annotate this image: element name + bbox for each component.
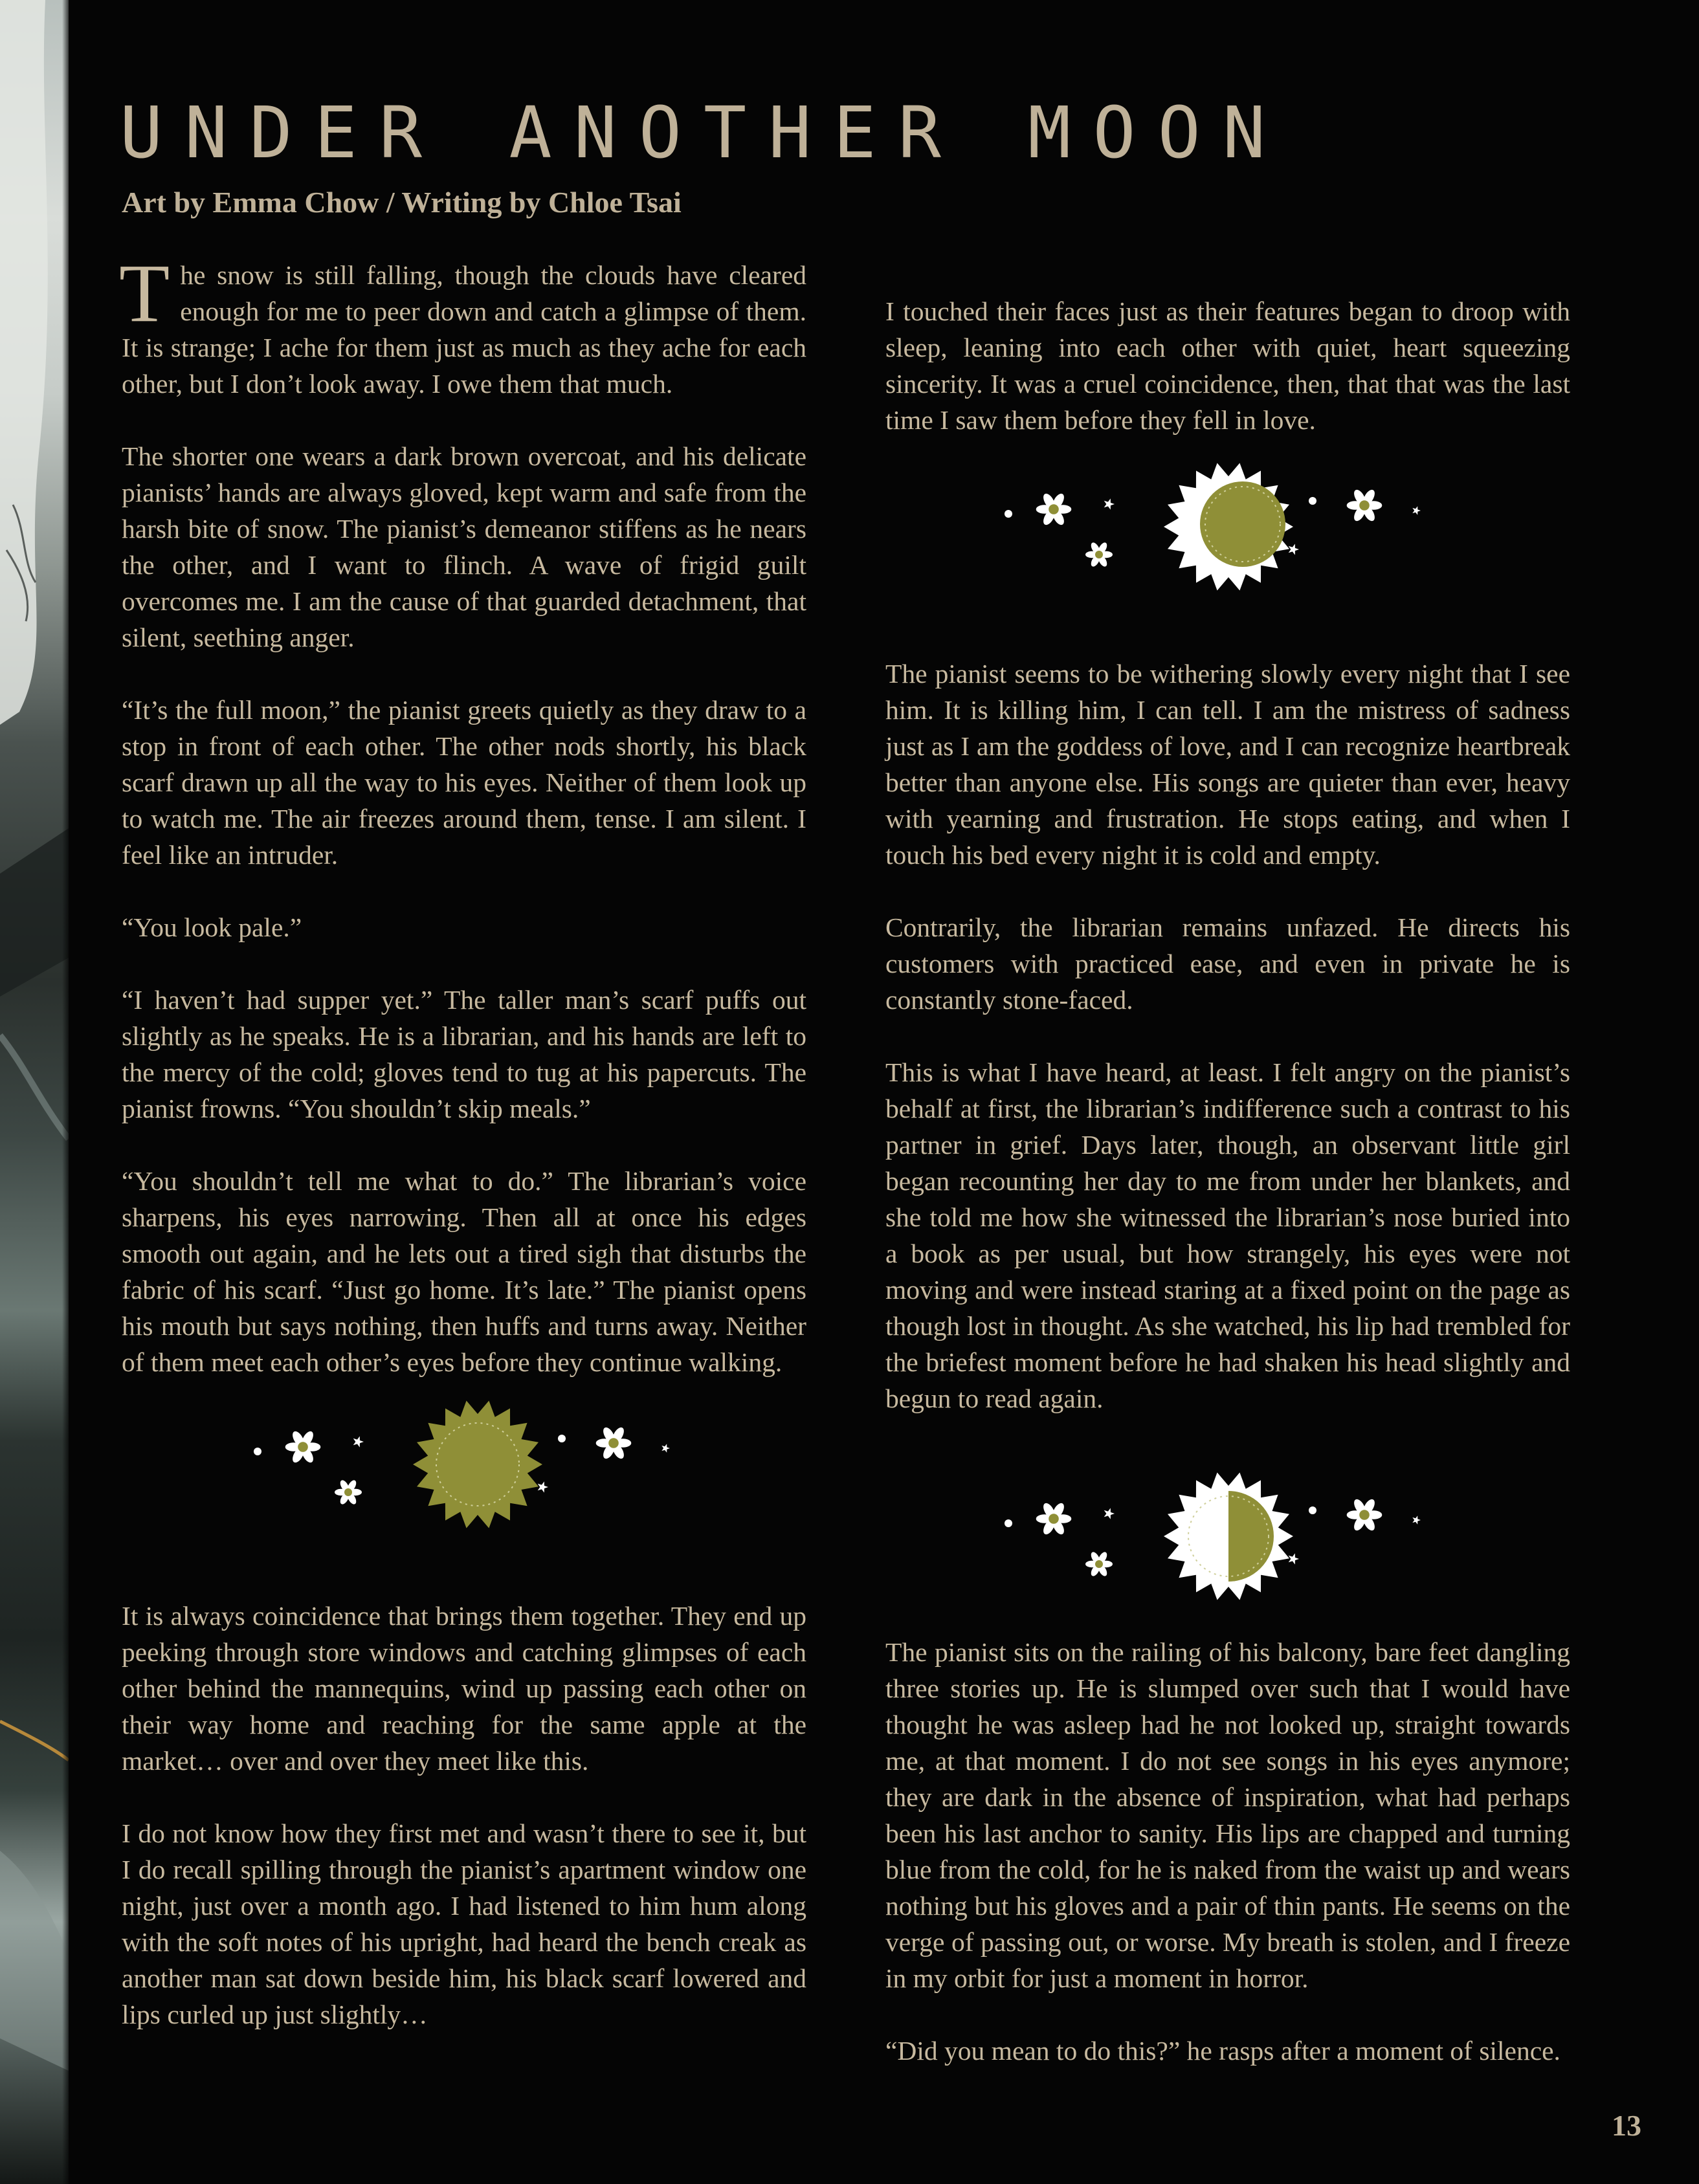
full-moon-ornament-icon [251, 1390, 704, 1545]
star-flower-icon [285, 1429, 321, 1464]
paragraph: It is always coincidence that brings them together. They end up peeking through store windows and catching glimpses of each other behind the mannequins, wind up passing each other on their way home and reaching for the same apple at the market… over and over they meet like this. [122, 1601, 806, 1776]
small-star-icon [353, 1436, 364, 1447]
ornament-block [122, 1380, 806, 1598]
paragraph: Contrarily, the librarian remains unfazed. He directs his customers with practiced ease, and even in private he is constantly stone-faced. [885, 912, 1570, 1015]
ornament-block [885, 438, 1570, 656]
dot-star-icon [558, 1435, 566, 1442]
paragraph: The shorter one wears a dark brown overcoat, and his delicate pianists’ hands are always gloved, kept warm and safe from the harsh bite of snow. The pianist’s demeanor stiffens as he nears the other, and I want to flinch. A wave of frigid guilt overcomes me. I am the cause of that guarded detachment, that silent, seething anger. [122, 441, 806, 652]
small-star-icon [1289, 544, 1299, 555]
left-column [119, 247, 806, 2033]
paragraph: “I haven’t had supper yet.” The taller man’s scarf puffs out slightly as he speaks. He is a librarian, and his hands are left to the mercy of the cold; gloves tend to tug at his papercuts. The pianist frowns. “You shouldn’t skip meals.” [122, 985, 806, 1123]
star-flower-icon [596, 1426, 632, 1461]
paragraph: “It’s the full moon,” the pianist greets quietly as they draw to a stop in front of each other. The other nods shortly, his black scarf drawn up all the way to his eyes. Neither of them look up to watch me. The air freezes around them, tense. I am silent. I feel like an intruder. [122, 695, 806, 870]
paragraph: The pianist seems to be withering slowly every night that I see him. It is killing him, I can tell. I am the mistress of sadness just as I am the goddess of love, and I can recognize heartbreak better than anyone else. His songs are quieter than ever, heavy with yearning and frustration. He stops eating, and when I touch his bed every night it is cold and empty. [885, 659, 1570, 870]
paragraph: “You shouldn’t tell me what to do.” The librarian’s voice sharpens, his eyes narrowing. Then all at once his edges smooth out again, and he lets out a tired sigh that disturbs the fabric of his scarf. “Just go home. It’s late.” The pianist opens his mouth but says nothing, then huffs and turns away. Neither of them meet each other’s eyes before they continue walking. [122, 1166, 806, 1377]
star-flower-icon [1036, 1501, 1072, 1536]
star-flower-icon [1036, 492, 1072, 527]
small-star-icon [1412, 506, 1421, 514]
article-byline: Art by Emma Chow / Writing by Chloe Tsai [122, 186, 682, 219]
star-flower-icon [335, 1479, 362, 1506]
small-star-icon [661, 1444, 670, 1452]
half-moon-ornament-icon [1002, 1462, 1455, 1617]
small-star-icon [538, 1481, 548, 1492]
drop-cap: T [119, 247, 170, 339]
painting-edge-image [0, 0, 69, 2184]
dot-star-icon [1005, 510, 1012, 518]
dot-star-icon [254, 1448, 261, 1455]
page-number: 13 [1612, 2109, 1641, 2142]
paragraph: “Did you mean to do this?” he rasps after a moment of silence. [885, 2036, 1560, 2066]
small-star-icon [1289, 1553, 1299, 1564]
small-star-icon [1412, 1516, 1421, 1524]
crescent-moon-ornament-icon [1002, 452, 1455, 608]
dot-star-icon [1309, 497, 1316, 505]
paragraph: “You look pale.” [122, 912, 302, 942]
paragraph: The pianist sits on the railing of his balcony, bare feet dangling three stories up. He is slumped over such that I would have thought he was asleep had he not looked up, straight towards me, at that moment. I do not see songs in his eyes anymore; they are dark in the absence of inspiration, what had perhaps been his last anchor to sanity. His lips are chapped and turning blue from the cold, for he is naked from the waist up and wears nothing but his gloves and a pair of thin pants. He seems on the verge of passing out, or worse. My breath is stolen, and I freeze in my orbit for just a moment in horror. [885, 1637, 1570, 1993]
paragraph: I touched their faces just as their features began to droop with sleep, leaning into each other with quiet, heart squeezing sincerity. It was a cruel coincidence, then, that that was the last time I saw them before they fell in love. [885, 296, 1570, 435]
star-flower-icon [1085, 1550, 1113, 1578]
right-column [885, 293, 1570, 2069]
moon-shadow [1200, 481, 1285, 567]
article-title: UNDER ANOTHER MOON [120, 91, 1288, 174]
paragraph: This is what I have heard, at least. I felt angry on the pianist’s behalf at first, the librarian’s indifference such a contrast to his partner in grief. Days later, though, an observant little girl began recounting her day to me from under her blankets, and she told me how she witnessed the librarian’s nose buried into a book as per usual, but how strangely, his eyes were not moving and were instead staring at a fixed point on the page as though lost in thought. As she watched, his lip had trembled for the briefest moment before he had shaken his head slightly and begun to read again. [885, 1057, 1570, 1413]
paragraph: I do not know how they first met and wasn’t there to see it, but I do recall spilling through the pianist’s apartment window one night, just over a month ago. I had listened to him hum along with the soft notes of his upright, had heard the bench creak as another man sat down beside him, his black scarf lowered and lips curled up just slightly… [122, 1818, 806, 2029]
dot-star-icon [1005, 1519, 1012, 1527]
star-flower-icon [1347, 488, 1383, 523]
opening-paragraph-text: he snow is still falling, though the clouds have cleared enough for me to peer down and catch a glimpse of them. It is strange; I ache for them just as much as they ache for each other, but I don’t look away. I owe them that much. [122, 260, 806, 399]
small-star-icon [1104, 498, 1115, 509]
small-star-icon [1104, 1508, 1115, 1519]
opening-paragraph [119, 247, 806, 402]
dot-star-icon [1309, 1506, 1316, 1514]
star-flower-icon [1085, 541, 1113, 568]
star-flower-icon [1347, 1497, 1383, 1532]
sun-rays-icon [413, 1401, 542, 1528]
ornament-block [885, 1417, 1570, 1634]
painting-edge-shadow [62, 0, 71, 2184]
